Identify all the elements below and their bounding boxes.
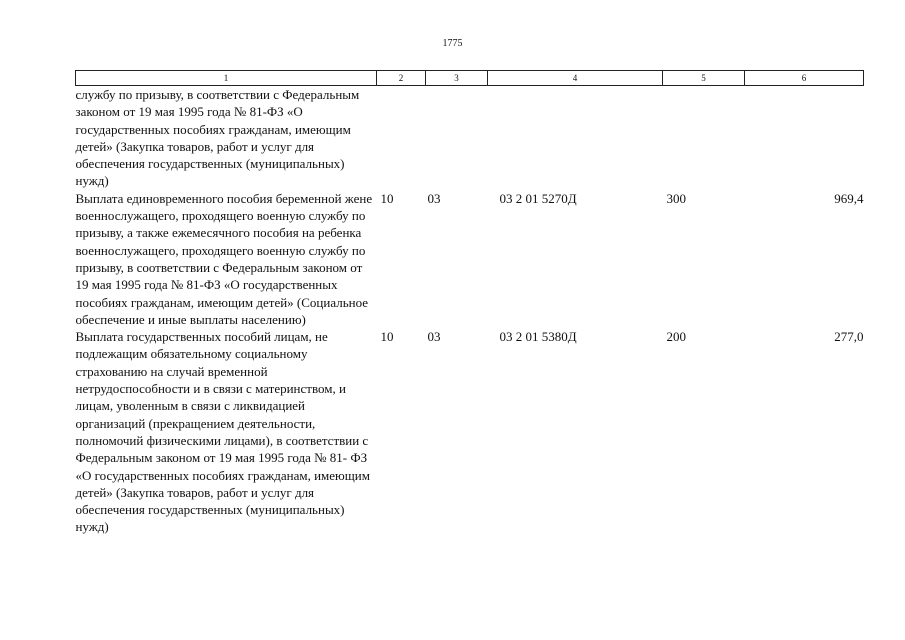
column-header-5: 5 xyxy=(663,71,745,86)
row-target-code xyxy=(488,86,663,190)
table-row xyxy=(76,86,864,190)
row-amount: 969,4 xyxy=(834,190,864,206)
row-target-code: 03 2 01 5270Д xyxy=(499,190,577,206)
row-section: 10 xyxy=(380,329,394,345)
row-subsection xyxy=(426,86,488,190)
row-amount: 277,0 xyxy=(834,329,864,345)
row-subsection: 03 xyxy=(427,329,441,345)
row-target-code: 03 2 01 5380Д xyxy=(499,329,577,345)
row-section xyxy=(377,86,426,190)
row-description: службу по призыву, в соответствии с Федеральным законом от 19 мая 1995 года № 81-ФЗ «О государственных пособиях гражданам, имеющим детей» (Закупка товаров, работ и услуг для обеспечения государственных (муниципальных) нужд) xyxy=(75,87,360,189)
row-description: Выплата государственных пособий лицам, не подлежащим обязательному социальному страхованию на случай временной нетрудоспособности и в связи с материнством, и лицам, уволенным в связи с ликвидацией организаций (прекращением деятельности, полномочий физическими лицами), в соответствии с Федеральным законом от 19 мая 1995 года № 81- ФЗ «О государственных пособиях гражданам, имеющим детей» (Закупка товаров, работ и услуг для обеспечения государственных (муниципальных) нужд) xyxy=(75,329,370,535)
column-header-3: 3 xyxy=(426,71,488,86)
column-header-1: 1 xyxy=(76,71,377,86)
table-row xyxy=(76,190,864,328)
row-expense-type: 200 xyxy=(666,329,686,345)
column-header-4: 4 xyxy=(488,71,663,86)
row-expense-type: 300 xyxy=(666,190,686,206)
row-amount xyxy=(745,86,864,190)
row-description: Выплата единовременного пособия беременной жене военнослужащего, проходящего военную службу по призыву, а также ежемесячного пособия на ребенка военнослужащего, проходящего военную службу по призыву, в соответствии с Федеральным законом от 19 мая 1995 года № 81-ФЗ «О государственных пособиях гражданам, имеющим детей» (Социальное обеспечение и иные выплаты населению) xyxy=(75,190,373,327)
page-number: 1775 xyxy=(442,38,463,49)
budget-table xyxy=(75,70,864,536)
row-expense-type xyxy=(663,86,745,190)
table-row xyxy=(76,328,864,536)
column-header-2: 2 xyxy=(377,71,426,86)
row-subsection: 03 xyxy=(427,190,441,206)
column-header-6: 6 xyxy=(745,71,864,86)
row-section: 10 xyxy=(380,190,394,206)
table-header-row xyxy=(76,71,864,86)
